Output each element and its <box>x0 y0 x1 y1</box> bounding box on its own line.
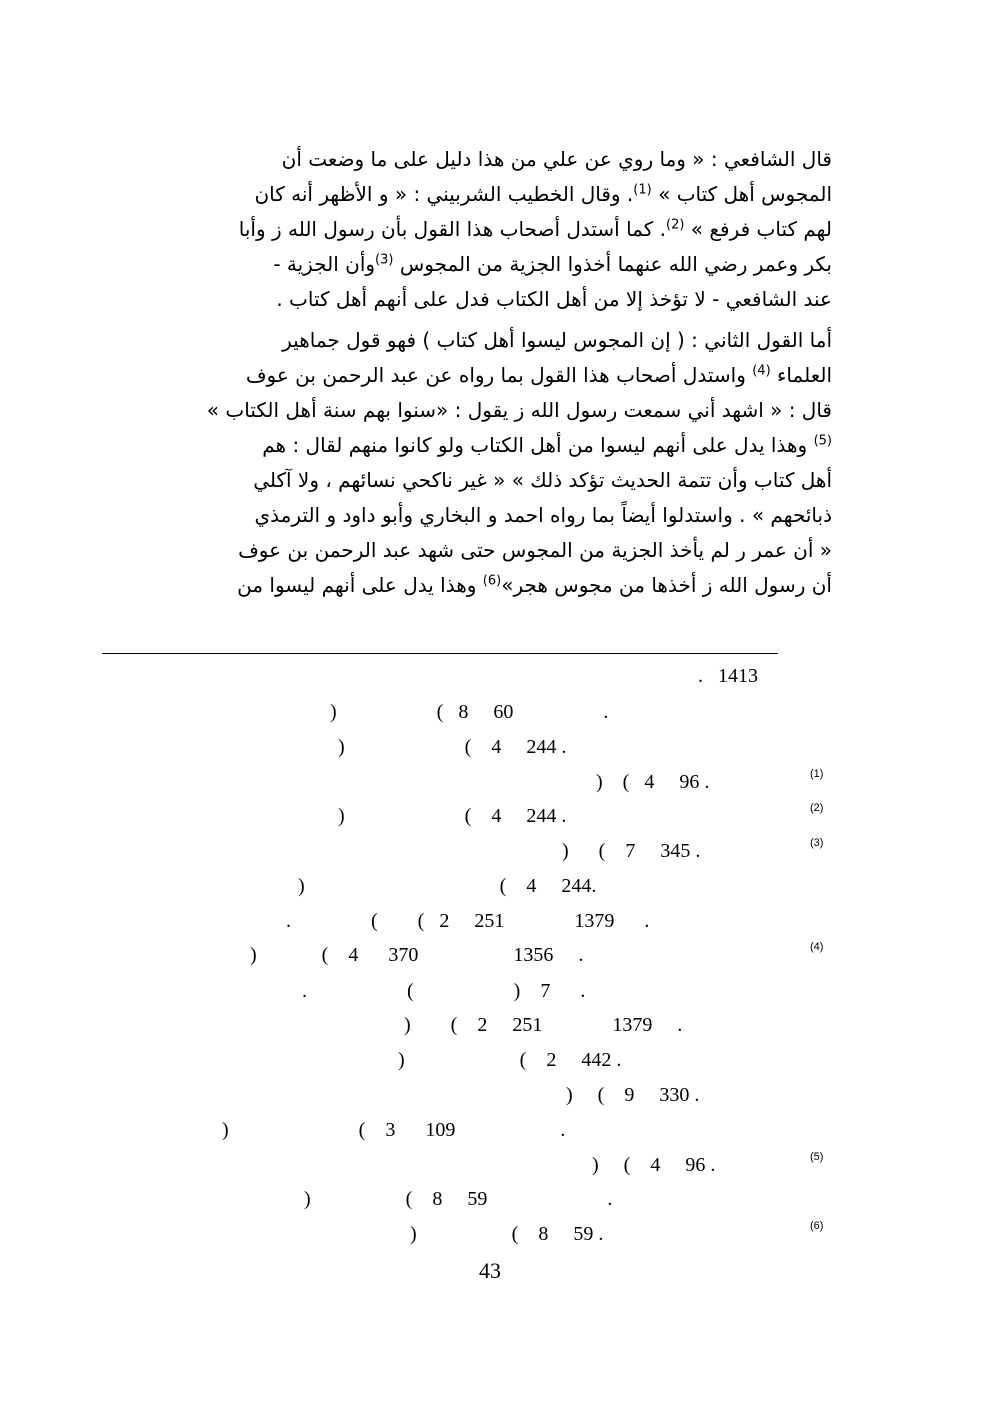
footnote-line: ) ( 9 330 . <box>566 1084 700 1106</box>
footnote-reference[interactable]: (6) <box>482 573 502 589</box>
footnote-marker: (4) <box>810 941 824 953</box>
paragraph-1-line: بكر وعمر رضي الله عنهما أخذوا الجزية من المجوس $^{(3)}$وأن الجزية - <box>273 252 832 276</box>
footnote-line: ) ( 4 244. <box>298 875 597 897</box>
footnote-reference[interactable]: (1) <box>633 182 652 198</box>
footnote-reference[interactable]: (3) <box>375 252 394 268</box>
footnote-line: ) ( 4 370 1356 . <box>250 944 584 966</box>
paragraph-2 <box>150 323 832 603</box>
footnote-marker: (1) <box>810 768 824 780</box>
paragraph-2-line: أما القول الثاني : ( إن المجوس ليسوا أهل كتاب ) فهو قول جماهير <box>282 328 832 352</box>
footnote-line: ) ( 8 59 . <box>304 1188 613 1210</box>
footnote-marker: (5) <box>810 1151 824 1163</box>
paragraph-1-line: عند الشافعي - لا تؤخذ إلا من أهل الكتاب فدل على أنهم أهل كتاب . <box>276 287 832 311</box>
footnote-line: ) ( 2 442 . <box>398 1049 622 1071</box>
paragraph-1-line: لهم كتاب فرفع » $^{(2)}$. كما أستدل أصحاب هذا القول بأن رسول الله ز وأبا <box>238 217 832 241</box>
paragraph-1-line: المجوس أهل كتاب » $^{(1)}$. وقال الخطيب الشربيني : « و الأظهر أنه كان <box>254 182 832 206</box>
paragraph-1 <box>150 142 832 317</box>
paragraph-2-line: العلماء $^{(4)}$ واستدل أصحاب هذا القول بما رواه عن عبد الرحمن بن عوف <box>245 363 832 387</box>
footnote-reference[interactable]: (5) <box>813 433 832 449</box>
footnote-line: ) ( 3 109 . <box>222 1119 566 1141</box>
footnote-line: ) ( 4 244 . <box>338 736 567 758</box>
footnote-line: ) ( 8 59 . <box>410 1223 604 1245</box>
footnote-line: . ( ) 7 . <box>302 980 586 1002</box>
footnote-reference[interactable]: (2) <box>665 217 685 233</box>
footnote-line: . ( ( 2 251 1379 . <box>286 910 650 932</box>
footnote-line: ) ( 8 60 . <box>330 701 609 723</box>
paragraph-1-line: قال الشافعي : « وما روي عن علي من هذا دليل على ما وضعت أن <box>281 147 832 171</box>
footnote-line: ) ( 4 96 . <box>596 771 710 793</box>
footnote-marker: (6) <box>810 1220 824 1232</box>
paragraph-2-line: أهل كتاب وأن تتمة الحديث تؤكد ذلك » « غير ناكحي نسائهم ، ولا آكلي <box>253 468 832 492</box>
page-number: 43 <box>479 1258 501 1283</box>
footnote-separator <box>102 653 778 654</box>
footnote-line: ) ( 4 244 . <box>338 805 567 827</box>
footnote-line: ) ( 7 345 . <box>562 840 701 862</box>
footnote-line: . 1413 <box>698 665 758 687</box>
footnote-line: ) ( 2 251 1379 . <box>404 1014 683 1036</box>
paragraph-2-line: أن رسول الله ز أخذها من مجوس هجر»$^{(6)}$ وهذا يدل على أنهم ليسوا من <box>237 573 832 597</box>
paragraph-2-line: قال : « اشهد أني سمعت رسول الله ز يقول : «سنوا بهم سنة أهل الكتاب » <box>206 398 832 422</box>
footnote-marker: (2) <box>810 802 824 814</box>
paragraph-2-line: « أن عمر ر لم يأخذ الجزية من المجوس حتى شهد عبد الرحمن بن عوف <box>238 538 832 562</box>
paragraph-2-line: ذبائحهم » . واستدلوا أيضاً بما رواه احمد و البخاري وأبو داود و الترمذي <box>254 503 832 527</box>
paragraph-2-line: $^{(5)}$ وهذا يدل على أنهم ليسوا من أهل الكتاب ولو كانوا منهم لقال : هم <box>262 433 832 457</box>
footnote-marker: (3) <box>810 837 824 849</box>
footnote-line: ) ( 4 96 . <box>592 1154 716 1176</box>
footnote-reference[interactable]: (4) <box>752 363 771 379</box>
